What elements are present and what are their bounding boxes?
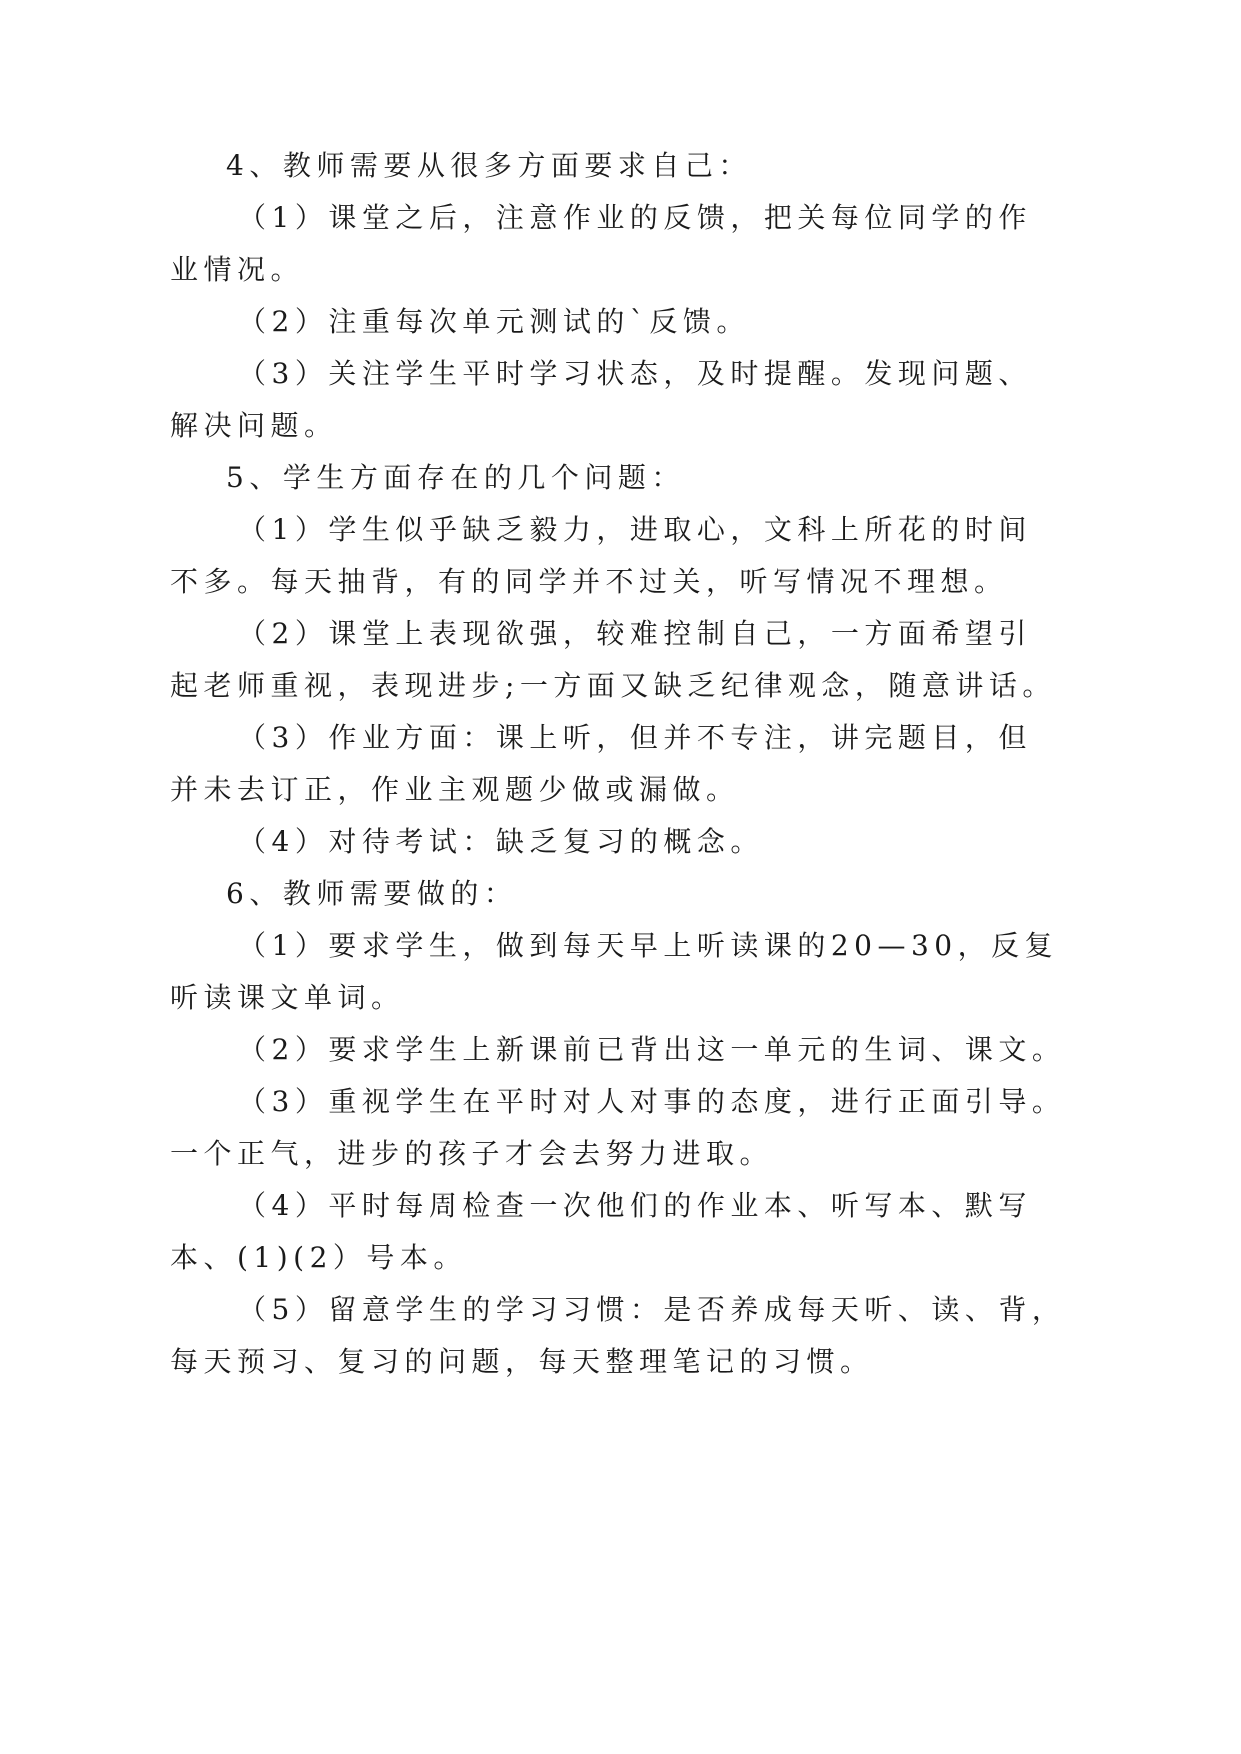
paragraph-line: （2）注重每次单元测试的`反馈。 xyxy=(238,305,750,338)
paragraph-line: 不多。每天抽背，有的同学并不过关，听写情况不理想。 xyxy=(170,565,1008,598)
paragraph-line: （2）课堂上表现欲强，较难控制自己，一方面希望引 xyxy=(238,617,1032,650)
paragraph-line: （3）作业方面：课上听，但并不专注，讲完题目，但 xyxy=(238,721,1032,754)
section-5-heading: 5、学生方面存在的几个问题： xyxy=(226,461,685,494)
section-4-heading: 4、教师需要从很多方面要求自己： xyxy=(226,149,752,182)
paragraph-line: 并未去订正，作业主观题少做或漏做。 xyxy=(170,773,740,806)
paragraph-line: （4）对待考试：缺乏复习的概念。 xyxy=(238,825,764,858)
paragraph-line: （2）要求学生上新课前已背出这一单元的生词、课文。 xyxy=(238,1033,1066,1066)
paragraph-line: （1）课堂之后，注意作业的反馈，把关每位同学的作 xyxy=(238,201,1032,234)
paragraph-line: 一个正气，进步的孩子才会去努力进取。 xyxy=(170,1137,774,1170)
paragraph-line: 解决问题。 xyxy=(170,409,338,442)
paragraph-line: 本、(1)(2）号本。 xyxy=(170,1241,467,1274)
paragraph-line: 起老师重视，表现进步;一方面又缺乏纪律观念，随意讲话。 xyxy=(170,669,1056,702)
paragraph-line: （1）要求学生，做到每天早上听读课的20—30，反复 xyxy=(238,929,1059,962)
paragraph-line: 业情况。 xyxy=(170,253,305,286)
paragraph-line: （3）关注学生平时学习状态，及时提醒。发现问题、 xyxy=(238,357,1032,390)
paragraph-line: （4）平时每周检查一次他们的作业本、听写本、默写 xyxy=(238,1189,1032,1222)
paragraph-line: 每天预习、复习的问题，每天整理笔记的习惯。 xyxy=(170,1345,874,1378)
paragraph-line: （3）重视学生在平时对人对事的态度，进行正面引导。 xyxy=(238,1085,1066,1118)
paragraph-line: 听读课文单词。 xyxy=(170,981,405,1014)
paragraph-line: （1）学生似乎缺乏毅力，进取心，文科上所花的时间 xyxy=(238,513,1032,546)
section-6-heading: 6、教师需要做的： xyxy=(226,877,518,910)
paragraph-line: （5）留意学生的学习习惯：是否养成每天听、读、背， xyxy=(238,1293,1066,1326)
